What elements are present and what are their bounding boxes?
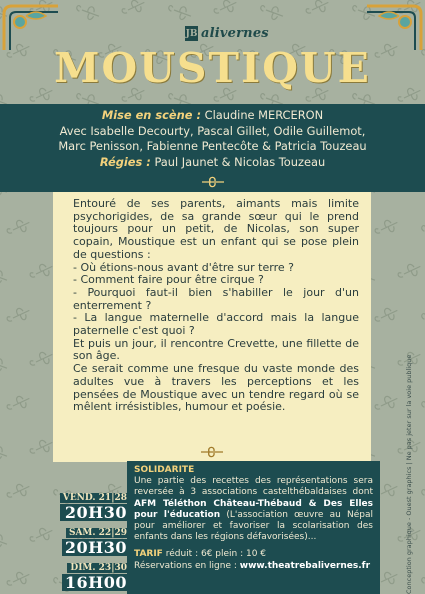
tarif-value: réduit : 6€ plein : 10 €	[165, 549, 267, 560]
synopsis-intro: Entouré de ses parents, aimants mais limite psychorigides, de sa grande sœur qui le prend toujours pour un petit, de Nicolas, son super copain, Moustique est un enfant qui se pose plein de questions :	[73, 197, 359, 261]
dragonfly-pattern-mark	[5, 481, 32, 503]
regies-line	[0, 155, 425, 171]
synopsis-crevette: Et puis un jour, il rencontre Crevette, une fillette de son âge.	[73, 336, 359, 363]
dragonfly-pattern-mark	[419, 574, 425, 594]
dragonfly-pattern-mark	[0, 442, 9, 462]
dragonfly-pattern-mark	[28, 525, 55, 547]
cast-line-2: Marc Penisson, Fabienne Pentecôte & Patricia Touzeau	[58, 139, 367, 153]
date-sunday	[62, 555, 130, 591]
regies-label: Régies :	[99, 154, 151, 169]
dragonfly-pattern-mark	[419, 222, 425, 242]
regies-value: Paul Jaunet & Nicolas Touzeau	[154, 154, 326, 169]
dragonfly-pattern-mark	[0, 354, 9, 374]
mise-en-scene-line	[0, 108, 425, 124]
dragonfly-pattern-mark	[28, 349, 55, 371]
solidarite-text-2: (L'association œuvre au Népal pour améliorer et favoriser la scolarisation des enfants dans les régions défavorisées)...	[134, 509, 373, 543]
date-time: 20H30	[60, 504, 130, 521]
dragonfly-pattern-mark	[0, 266, 9, 286]
credits-side-note: Conception graphique - Ouest graphics | Ne pas jeter sur la voie publique	[405, 354, 413, 594]
date-day: SAM. 22|29	[66, 528, 130, 538]
synopsis-conclusion: Ce serait comme une fresque du vaste monde des adultes vue à travers les perceptions et les pensées de Moustique avec un tendre regard où se mêlent irrésistibles, humour et poésie.	[73, 362, 359, 414]
question-2: - Comment faire pour être cirque ?	[73, 273, 264, 287]
dragonfly-pattern-mark	[28, 261, 55, 283]
dragonfly-pattern-mark	[373, 393, 400, 415]
date-saturday	[62, 520, 130, 556]
tarif-line	[134, 549, 373, 560]
dragonfly-pattern-mark	[396, 261, 423, 283]
cast-line-1: Avec Isabelle Decourty, Pascal Gillet, Odile Guillemot,	[59, 123, 366, 138]
dragonfly-pattern-mark	[120, 0, 147, 18]
dragonfly-pattern-mark	[419, 486, 425, 506]
solidarite-heading: SOLIDARITE	[134, 465, 195, 475]
dragonfly-pattern-mark	[28, 437, 55, 459]
date-day: DIM. 23|30	[67, 563, 130, 573]
date-day: VEND. 21|28	[60, 493, 130, 503]
dragonfly-pattern-mark	[74, 2, 101, 22]
date-time: 16H00	[62, 574, 130, 591]
info-panel	[127, 461, 380, 594]
reservation-website[interactable]: www.theatrebalivernes.fr	[239, 560, 371, 571]
logo-text: alivernes	[201, 26, 269, 41]
dragonfly-pattern-mark	[166, 2, 193, 22]
date-time: 20H30	[62, 539, 130, 556]
dragonfly-pattern-mark	[5, 217, 32, 239]
dragonfly-pattern-mark	[373, 217, 400, 239]
mise-value: Claudine MERCERON	[204, 108, 324, 122]
show-title: MOUSTIQUE	[54, 44, 371, 92]
solidarite-associations: AFM Téléthon Château-Thébaud & Des Elles pour l'éducation	[134, 498, 373, 520]
synopsis-panel	[53, 192, 371, 462]
balivernes-logo	[185, 26, 269, 41]
dragonfly-pattern-mark	[5, 305, 32, 327]
dragonfly-pattern-mark	[212, 0, 239, 18]
dragonfly-ornament-bottom	[197, 446, 227, 458]
dragonfly-pattern-mark	[419, 310, 425, 330]
reservation-label: Réservations en ligne :	[134, 560, 237, 571]
tarif-label: TARIF	[134, 549, 163, 560]
question-3: - Pourquoi faut-il bien s'habiller le jour d'un enterrement ?	[73, 285, 359, 312]
logo-mark: JB	[185, 26, 198, 41]
dragonfly-pattern-mark	[419, 398, 425, 418]
dragonfly-pattern-mark	[304, 0, 331, 18]
mise-label: Mise en scène :	[101, 108, 201, 122]
reservation-line	[134, 561, 373, 572]
question-4: - La langue maternelle d'accord mais la langue paternelle c'est quoi ?	[73, 311, 359, 338]
question-1: - Où étions-nous avant d'être sur terre ?	[73, 260, 294, 274]
date-friday	[60, 485, 130, 521]
dragonfly-pattern-mark	[5, 569, 32, 591]
dragonfly-pattern-mark	[5, 393, 32, 415]
solidarite-text	[134, 476, 373, 543]
dragonfly-pattern-mark	[0, 530, 9, 550]
dragonfly-pattern-mark	[373, 305, 400, 327]
dragonfly-pattern-mark	[258, 2, 285, 22]
solidarite-text-1: Une partie des recettes des représentations sera reversée à 3 associations castelthébaldaises dont	[134, 476, 373, 498]
dragonfly-ornament-top	[198, 176, 228, 188]
